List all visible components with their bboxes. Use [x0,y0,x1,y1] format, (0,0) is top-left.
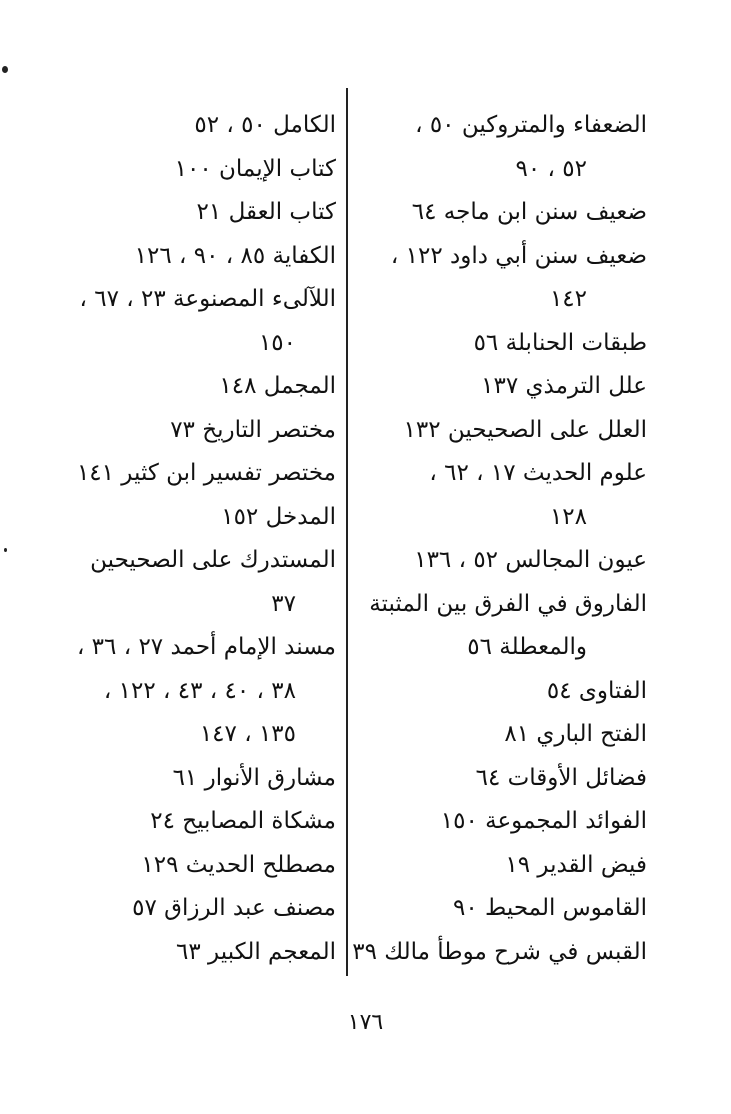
index-entry: فيض القدير ١٩ [505,851,647,878]
index-entry: العلل على الصحيحين ١٣٢ [403,416,647,443]
index-entry-continuation: ١٣٥ ، ١٤٧ [199,721,296,747]
index-entry: علوم الحديث ١٧ ، ٦٢ ، [429,460,647,486]
index-entry: مصنف عبد الرزاق ٥٧ [132,895,336,921]
index-entry: فضائل الأوقات ٦٤ [475,764,647,791]
index-entry: ضعيف سنن ابن ماجه ٦٤ [411,199,647,225]
scan-speck [4,548,7,552]
index-entry-continuation: ٥٢ ، ٩٠ [515,155,587,182]
index-entry: ضعيف سنن أبي داود ١٢٢ ، [390,242,647,269]
index-entry: الفاروق في الفرق بين المثبتة [369,590,647,617]
column-divider [346,88,348,976]
index-entry: الفتح الباري ٨١ [504,721,647,747]
index-entry: مختصر تفسير ابن كثير ١٤١ [76,460,336,486]
scan-speck [2,66,8,73]
index-entry: القبس في شرح موطأ مالك ٣٩ [352,938,647,965]
index-entry: كتاب العقل ٢١ [196,199,336,225]
index-entry: كتاب الإيمان ١٠٠ [174,155,336,182]
index-entry: الفتاوى ٥٤ [546,677,647,704]
index-entry: الكفاية ٨٥ ، ٩٠ ، ١٢٦ [134,242,336,269]
index-entry: الكامل ٥٠ ، ٥٢ [194,112,336,138]
index-entry-continuation: ١٤٢ [549,286,587,312]
index-entry: مصطلح الحديث ١٢٩ [141,851,336,878]
index-entry-continuation: والمعطلة ٥٦ [467,634,587,660]
index-entry: القاموس المحيط ٩٠ [453,895,647,921]
index-entry: اللآلىء المصنوعة ٢٣ ، ٦٧ ، [79,286,336,312]
index-entry: مشكاة المصابيح ٢٤ [150,808,336,834]
index-entry-continuation: ٣٨ ، ٤٠ ، ٤٣ ، ١٢٢ ، [103,677,296,704]
index-entry-continuation: ١٥٠ [258,329,296,356]
index-entry: الضعفاء والمتروكين ٥٠ ، [415,112,647,138]
index-entry: المجمل ١٤٨ [219,373,336,399]
index-entry: مختصر التاريخ ٧٣ [170,416,336,443]
index-entry: عيون المجالس ٥٢ ، ١٣٦ [414,547,647,573]
left-column [40,104,336,974]
right-column [352,104,647,974]
index-entry-continuation: ٣٧ [271,590,296,617]
index-entry: علل الترمذي ١٣٧ [481,373,647,399]
index-entry: طبقات الحنابلة ٥٦ [473,329,647,356]
index-entry: الفوائد المجموعة ١٥٠ [440,808,647,834]
index-entry: المدخل ١٥٢ [221,503,336,530]
index-entry: المستدرك على الصحيحين [90,547,336,573]
index-entry: مشارق الأنوار ٦١ [172,764,336,791]
index-entry: المعجم الكبير ٦٣ [176,938,336,965]
index-entry-continuation: ١٢٨ [549,503,587,530]
index-entry: مسند الإمام أحمد ٢٧ ، ٣٦ ، [76,634,336,660]
page-number: ١٧٦ [347,1010,384,1035]
